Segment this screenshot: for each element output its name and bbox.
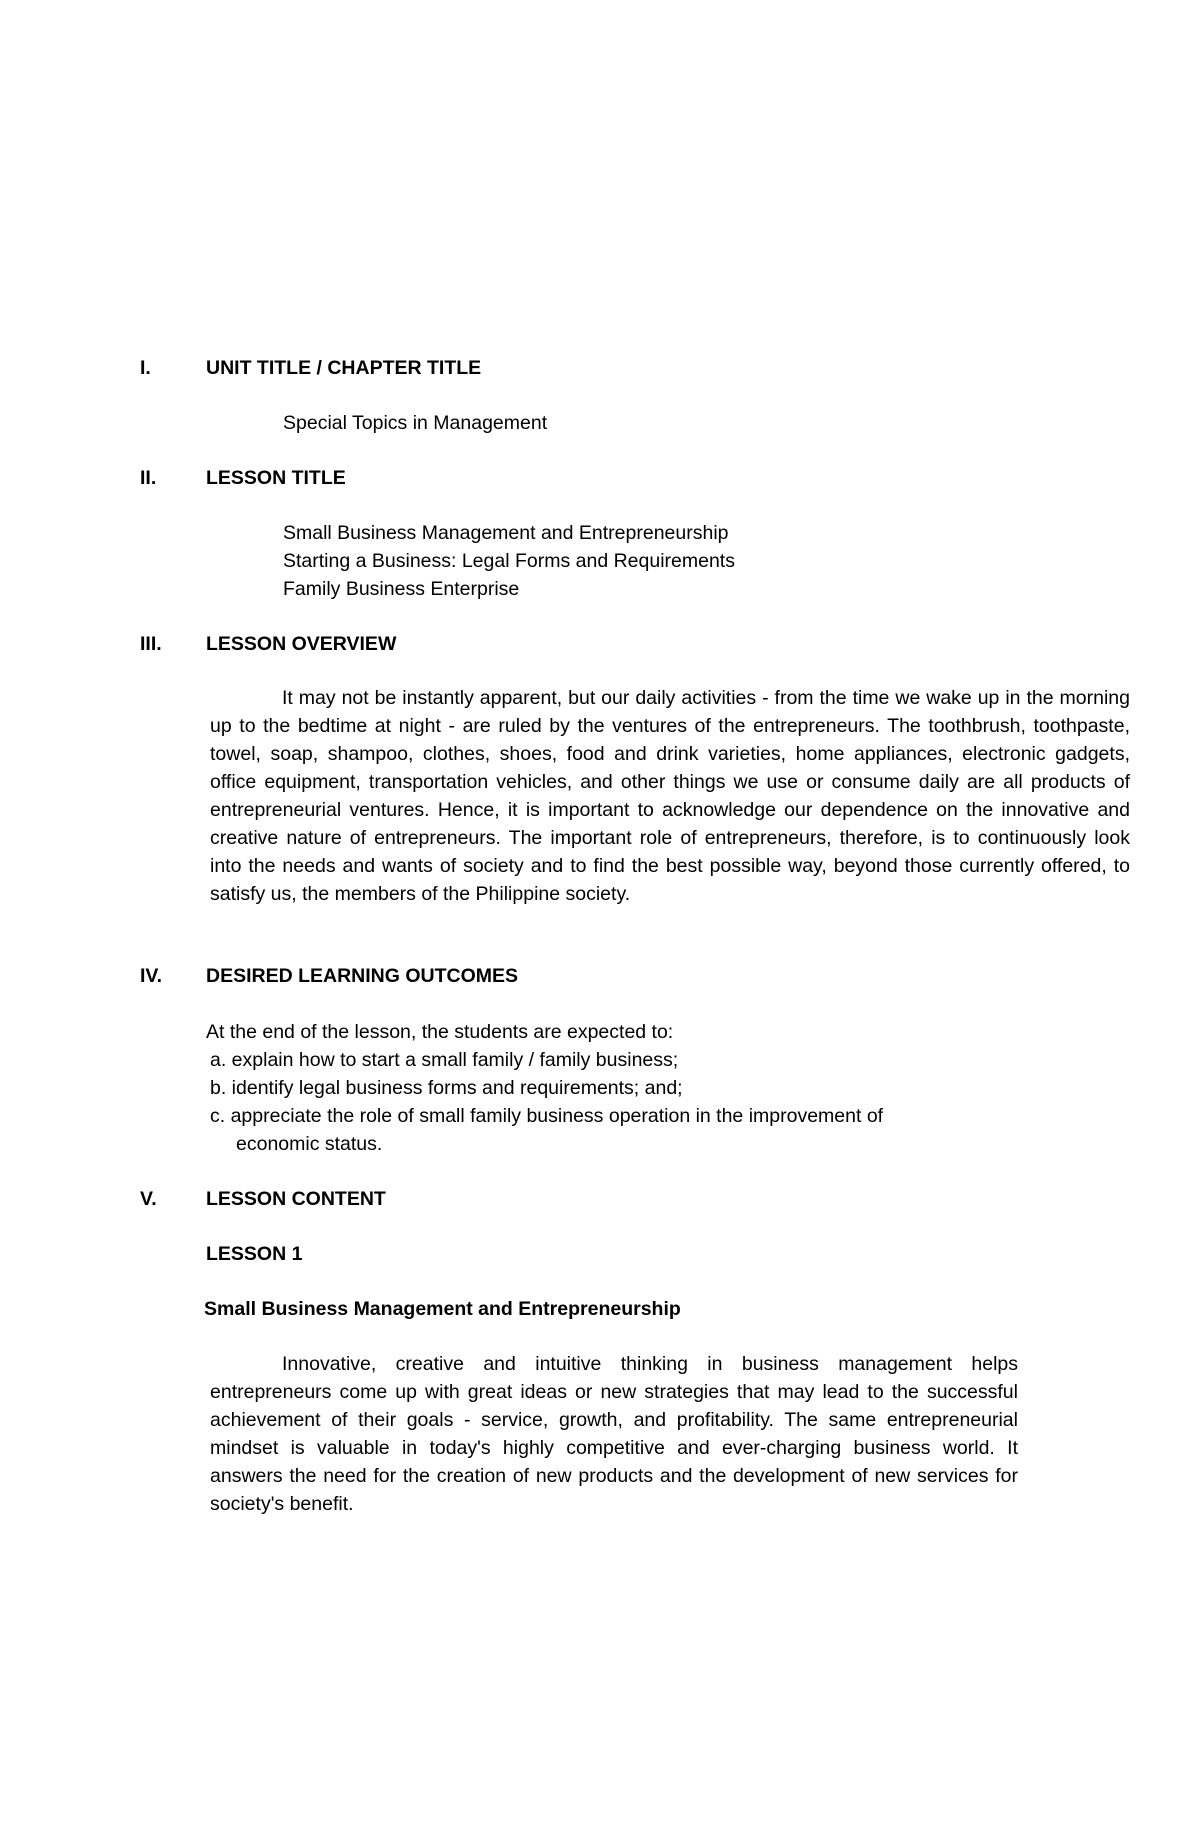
section-title: LESSON TITLE: [206, 467, 346, 489]
section-heading-lesson-overview: [140, 632, 396, 656]
outcomes-intro: At the end of the lesson, the students are expected to:: [206, 1021, 674, 1043]
section-heading-lesson-content: [140, 1187, 386, 1211]
lesson-label: LESSON 1: [206, 1243, 303, 1265]
overview-text: It may not be instantly apparent, but our daily activities - from the time we wake up in the morning up to the bedtime at night - are ruled by the ventures of the entrepreneurs. The toothbrush, toothpaste, towel, soap, shampoo, clothes, shoes, food and drink varieties, home appliances, electronic gadgets, office equipment, transportation vehicles, and other things we use or consume daily are all products of entrepreneurial ventures. Hence, it is important to acknowledge our dependence on the innovative and creative nature of entrepreneurs. The important role of entrepreneurs, therefore, is to continuously look into the needs and wants of society and to find the best possible way, beyond those currently offered, to satisfy us, the members of the Philippine society.: [210, 687, 1130, 905]
outcome-item-continuation: economic status.: [236, 1133, 383, 1155]
lesson-title-line: Small Business Management and Entrepreneurship: [283, 522, 729, 544]
lesson-subtitle: Small Business Management and Entrepreneurship: [204, 1298, 681, 1320]
section-number: IV.: [140, 965, 163, 987]
section-title: DESIRED LEARNING OUTCOMES: [206, 965, 519, 987]
section-heading-learning-outcomes: [140, 964, 518, 988]
lesson-title-line: Family Business Enterprise: [283, 578, 520, 600]
section-number: I.: [140, 357, 151, 379]
outcome-item: a. explain how to start a small family / family business;: [210, 1049, 679, 1071]
lesson-title-line: Starting a Business: Legal Forms and Requirements: [283, 550, 735, 572]
section-heading-unit-title: [140, 356, 481, 380]
section-heading-lesson-title: [140, 466, 346, 490]
section-number: II.: [140, 467, 157, 489]
unit-title-text: Special Topics in Management: [283, 412, 548, 434]
lesson-content-text: Innovative, creative and intuitive thinking in business management helps entrepreneurs come up with great ideas or new strategies that may lead to the successful achievement of their goals - service, growth, and profitability. The same entrepreneurial mindset is valuable in today's highly competitive and ever-charging business world. It answers the need for the creation of new products and the development of new services for society's benefit.: [210, 1353, 1018, 1515]
section-title: UNIT TITLE / CHAPTER TITLE: [206, 357, 482, 379]
overview-paragraph: [210, 684, 1130, 908]
section-title: LESSON OVERVIEW: [206, 633, 397, 655]
outcome-item: c. appreciate the role of small family business operation in the improvement of: [210, 1105, 884, 1127]
section-number: III.: [140, 633, 162, 655]
section-number: V.: [140, 1188, 157, 1210]
outcome-item: b. identify legal business forms and requirements; and;: [210, 1077, 683, 1099]
section-title: LESSON CONTENT: [206, 1188, 386, 1210]
lesson-content-paragraph: [210, 1350, 1018, 1518]
